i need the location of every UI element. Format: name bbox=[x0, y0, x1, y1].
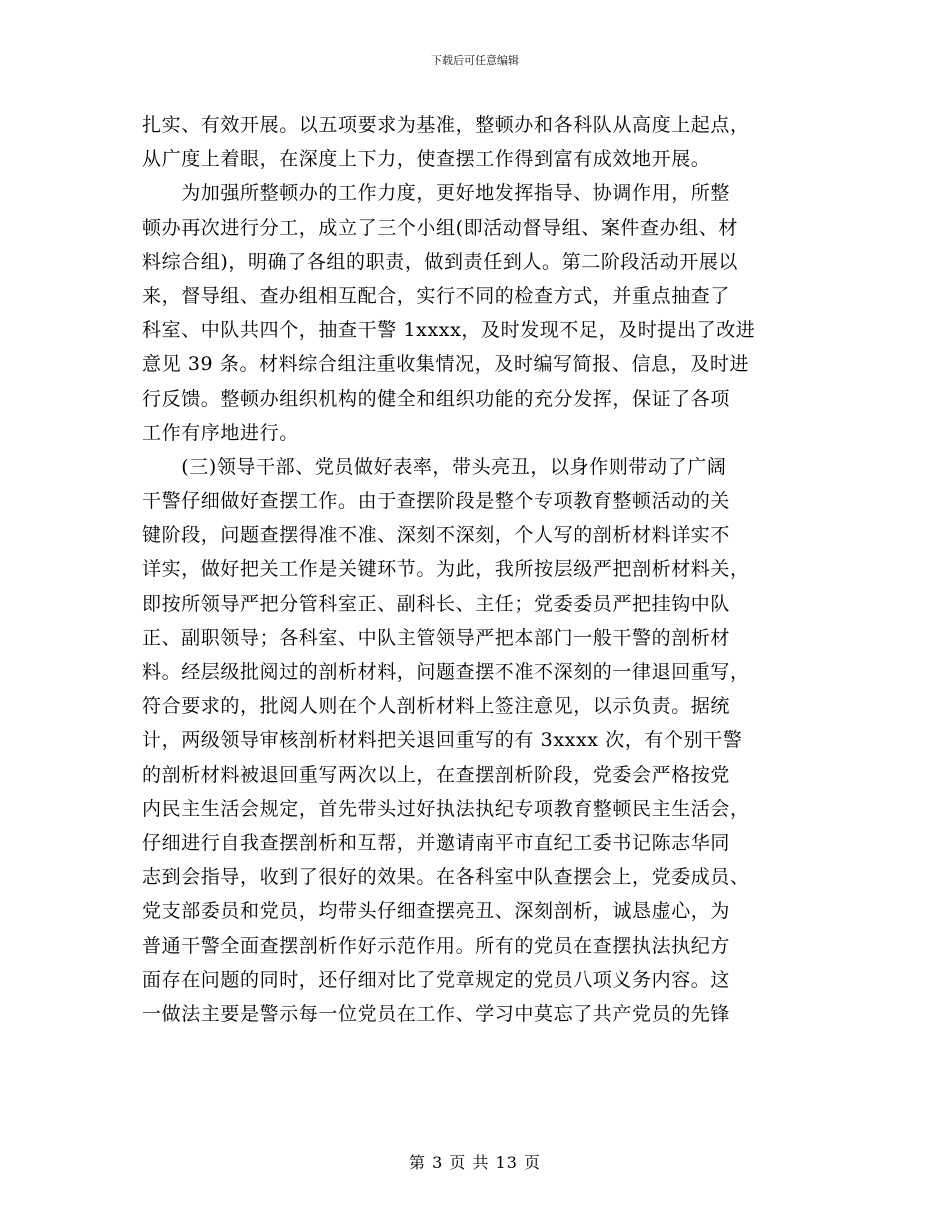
page-number: 第 3 页 共 13 页 bbox=[409, 1153, 541, 1172]
body-line: 仔细进行自我查摆剖析和互帮，并邀请南平市直纪工委书记陈志华同 bbox=[142, 831, 731, 854]
document-body bbox=[142, 108, 810, 1031]
body-line: 来，督导组、查办组相互配合，实行不同的检查方式，并重点抽查了 bbox=[142, 284, 731, 307]
body-line: 一做法主要是警示每一位党员在工作、学习中莫忘了共产党员的先锋 bbox=[142, 1002, 731, 1025]
body-line: 料。经层级批阅过的剖析材料，问题查摆不准不深刻的一律退回重写， bbox=[142, 661, 750, 683]
body-line: 干警仔细做好查摆工作。由于查摆阶段是整个专项教育整顿活动的关 bbox=[142, 490, 731, 513]
body-line: 普通干警全面查摆剖析作好示范作用。所有的党员在查摆执法执纪方 bbox=[142, 934, 731, 957]
body-line: 详实，做好把关工作是关键环节。为此，我所按层级严把剖析材料关， bbox=[142, 558, 750, 581]
body-line: 为加强所整顿办的工作力度，更好地发挥指导、协调作用，所整 bbox=[142, 182, 731, 205]
body-line: 的剖析材料被退回重写两次以上，在查摆剖析阶段，党委会严格按党 bbox=[142, 763, 731, 786]
body-line: 科室、中队共四个，抽查干警 1xxxx，及时发现不足，及时提出了改进 bbox=[142, 319, 756, 342]
body-line: 扎实、有效开展。以五项要求为基准，整顿办和各科队从高度上起点， bbox=[142, 114, 750, 136]
body-line: 从广度上着眼，在深度上下力，使查摆工作得到富有成效地开展。 bbox=[142, 148, 711, 171]
body-line: (三)领导干部、党员做好表率，带头亮丑，以身作则带动了广阔 bbox=[142, 455, 727, 478]
body-line: 志到会指导，收到了很好的效果。在各科室中队查摆会上，党委成员、 bbox=[142, 866, 750, 889]
body-line: 工作有序地进行。 bbox=[142, 421, 299, 444]
body-line: 正、副职领导；各科室、中队主管领导严把本部门一般干警的剖析材 bbox=[142, 626, 731, 649]
body-line: 党支部委员和党员，均带头仔细查摆亮丑、深刻剖析，诚恳虚心，为 bbox=[142, 900, 731, 923]
body-line: 计，两级领导审核剖析材料把关退回重写的有 3xxxx 次，有个别干警 bbox=[142, 729, 743, 752]
body-line: 意见 39 条。材料综合组注重收集情况，及时编写简报、信息，及时进 bbox=[142, 353, 750, 376]
body-line: 符合要求的，批阅人则在个人剖析材料上签注意见，以示负责。据统 bbox=[142, 695, 731, 718]
body-line: 键阶段，问题查摆得准不准、深刻不深刻，个人写的剖析材料详实不 bbox=[142, 524, 731, 547]
body-line: 面存在问题的同时，还仔细对比了党章规定的党员八项义务内容。这 bbox=[142, 968, 731, 991]
page-header: 下载后可任意编辑 bbox=[431, 54, 519, 67]
body-line: 行反馈。整顿办组织机构的健全和组织功能的充分发挥，保证了各项 bbox=[142, 387, 731, 410]
body-line: 料综合组)，明确了各组的职责，做到责任到人。第二阶段活动开展以 bbox=[142, 250, 739, 273]
body-line: 即按所领导严把分管科室正、副科长、主任；党委委员严把挂钩中队 bbox=[142, 592, 731, 615]
body-line: 内民主生活会规定，首先带头过好执法执纪专项教育整顿民主生活会， bbox=[142, 797, 750, 820]
body-line: 顿办再次进行分工，成立了三个小组(即活动督导组、案件查办组、材 bbox=[142, 216, 739, 239]
